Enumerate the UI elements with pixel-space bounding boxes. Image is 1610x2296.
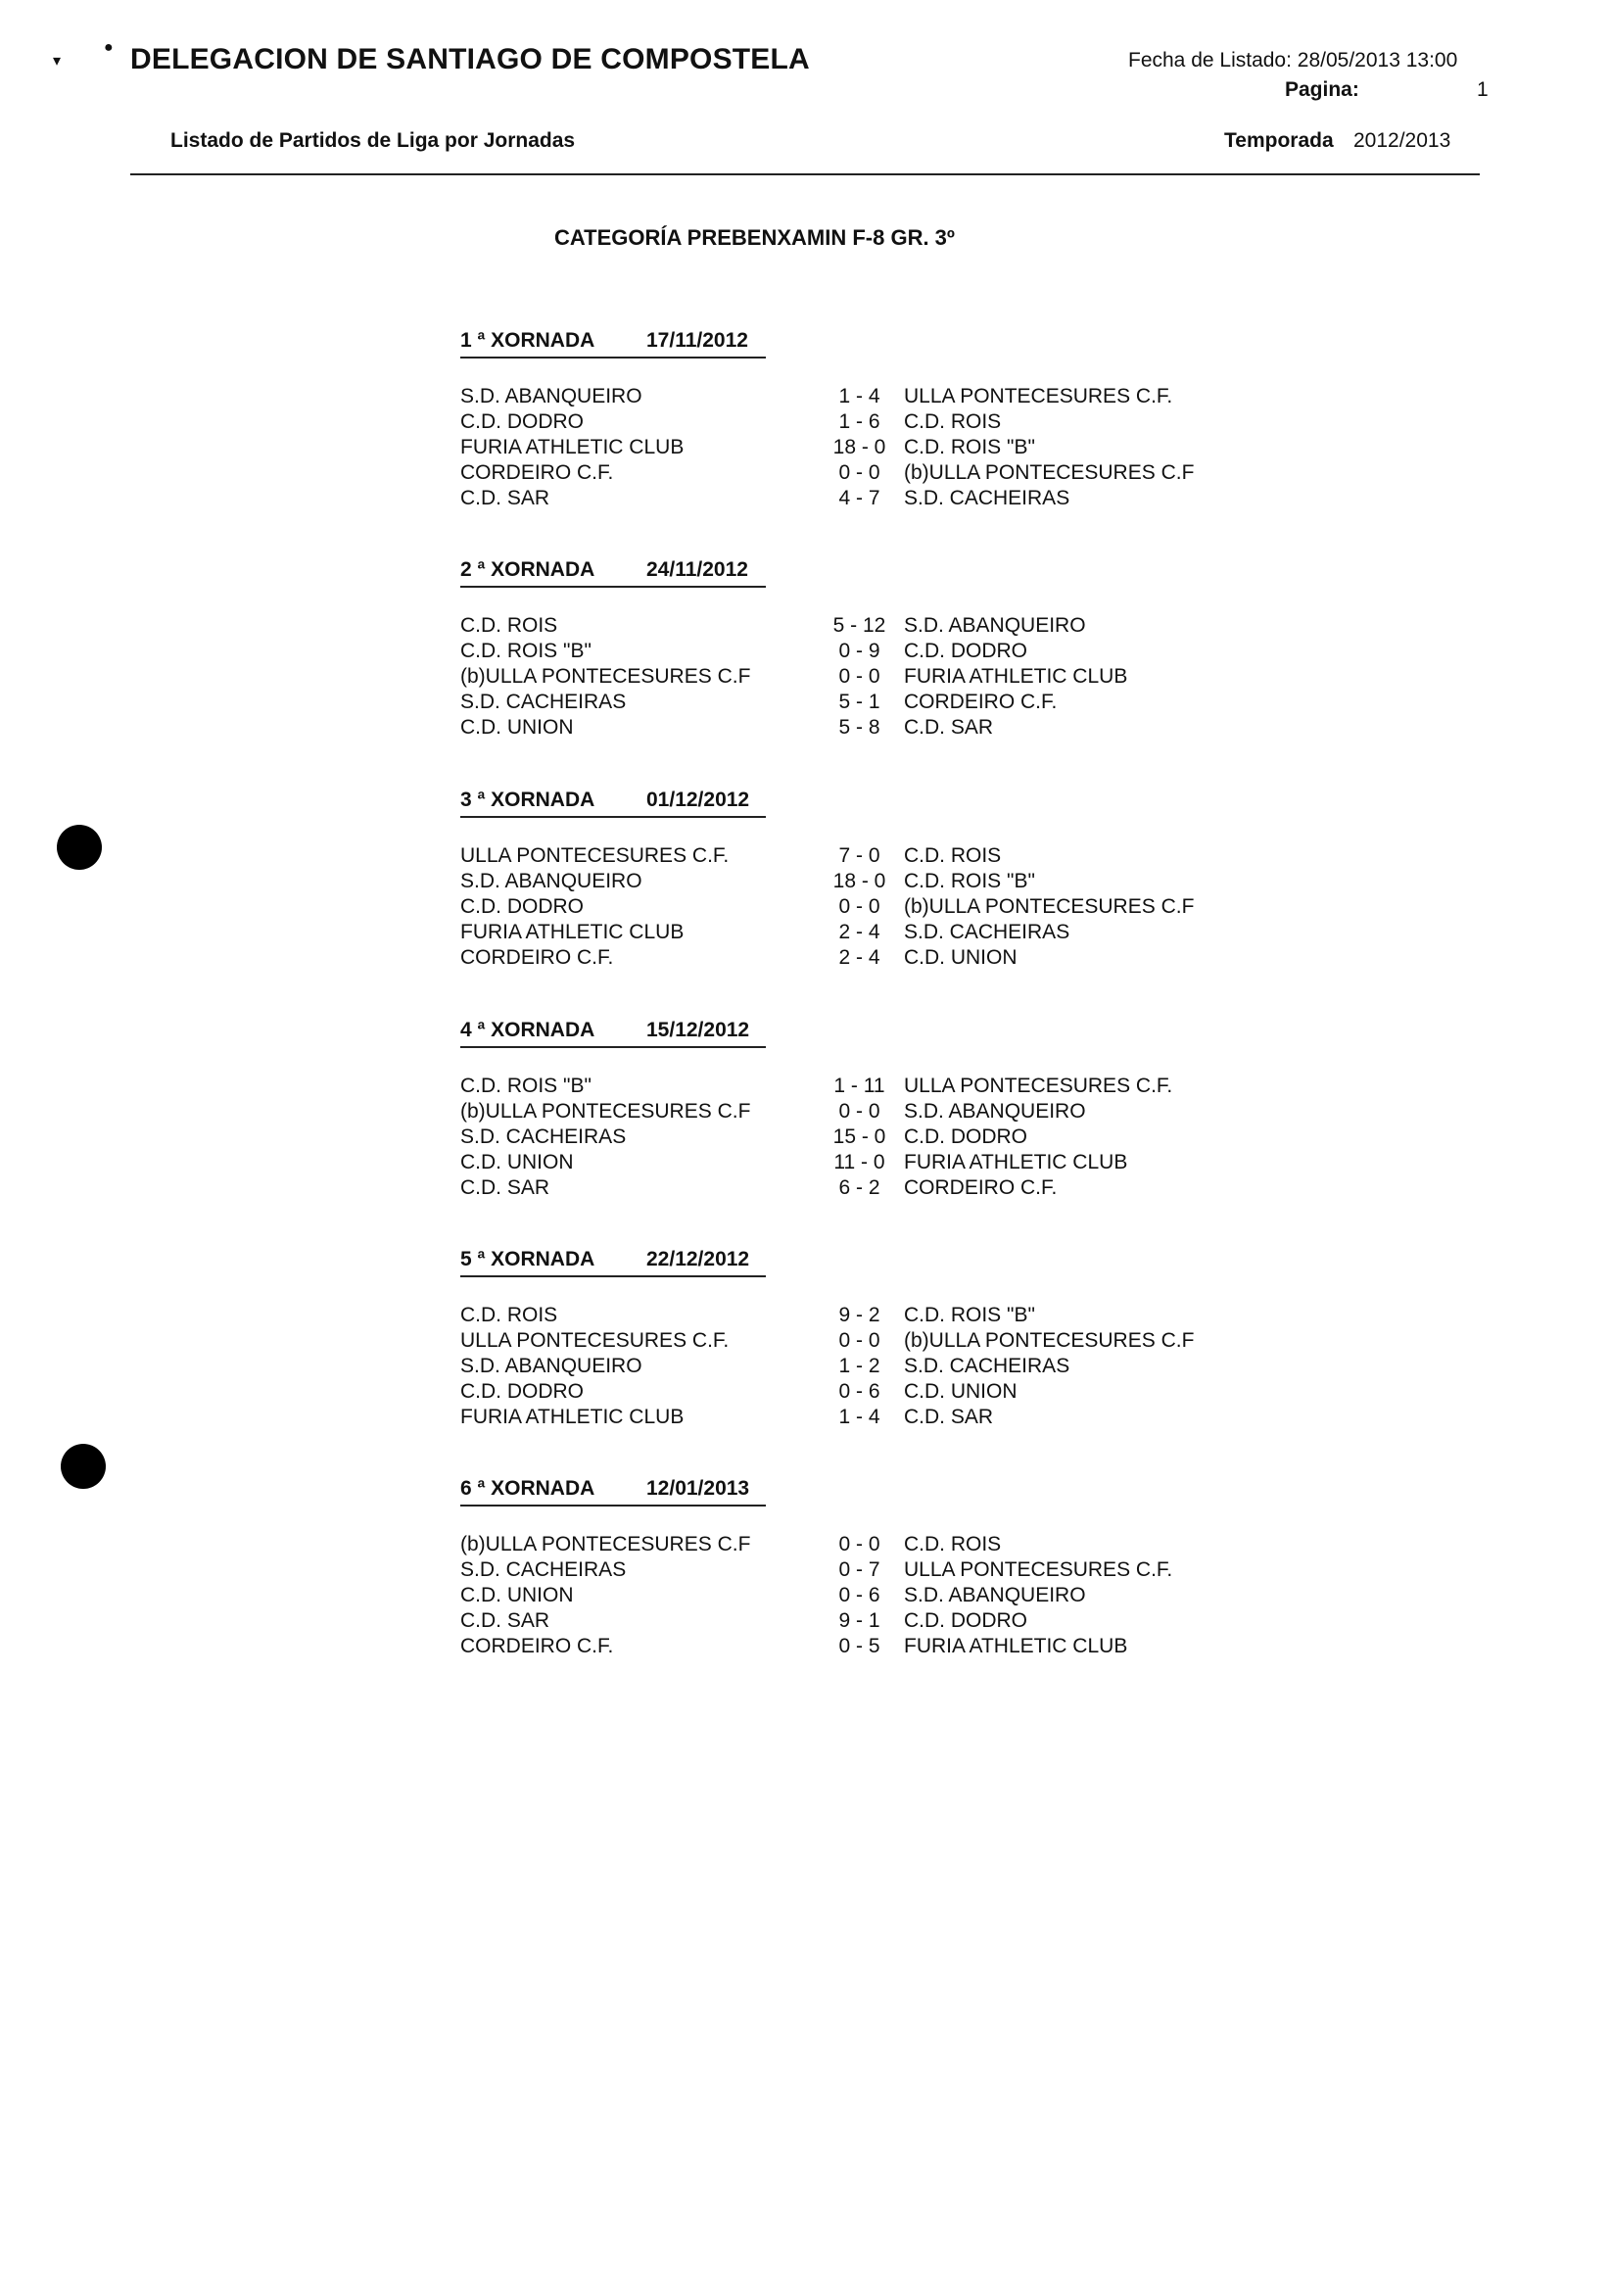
away-team: ULLA PONTECESURES C.F. xyxy=(904,385,1173,407)
away-team: FURIA ATHLETIC CLUB xyxy=(904,1635,1128,1657)
round-date: 12/01/2013 xyxy=(646,1477,750,1500)
home-team: S.D. CACHEIRAS xyxy=(460,1125,627,1148)
home-team: (b)ULLA PONTECESURES C.F xyxy=(460,665,751,688)
match-row xyxy=(460,613,1224,639)
match-row xyxy=(460,1150,1224,1175)
match-score: 0 - 0 xyxy=(838,1533,880,1555)
match-row xyxy=(460,384,1224,409)
round-label: 3 ª XORNADA xyxy=(460,789,595,811)
match-row xyxy=(460,1175,1224,1201)
home-team: S.D. ABANQUEIRO xyxy=(460,385,642,407)
home-team: C.D. ROIS xyxy=(460,1304,558,1326)
match-list xyxy=(460,384,1224,511)
match-score: 0 - 6 xyxy=(838,1584,880,1606)
document-title: DELEGACION DE SANTIAGO DE COMPOSTELA xyxy=(130,43,810,75)
match-row xyxy=(460,1303,1224,1328)
match-score: 9 - 1 xyxy=(838,1609,880,1632)
match-score: 0 - 0 xyxy=(838,1100,880,1123)
listing-date: Fecha de Listado: 28/05/2013 13:00 xyxy=(1128,49,1458,72)
match-row xyxy=(460,460,1224,486)
away-team: ULLA PONTECESURES C.F. xyxy=(904,1558,1173,1581)
round-date: 01/12/2012 xyxy=(646,789,750,811)
match-row xyxy=(460,869,1224,894)
home-team: C.D. DODRO xyxy=(460,410,584,433)
home-team: CORDEIRO C.F. xyxy=(460,461,614,484)
match-score: 2 - 4 xyxy=(838,946,880,969)
home-team: CORDEIRO C.F. xyxy=(460,946,614,969)
home-team: ULLA PONTECESURES C.F. xyxy=(460,1329,730,1352)
away-team: C.D. UNION xyxy=(904,946,1018,969)
round-label: 5 ª XORNADA xyxy=(460,1248,595,1270)
match-score: 18 - 0 xyxy=(832,436,886,458)
match-row xyxy=(460,664,1224,690)
round-label: 6 ª XORNADA xyxy=(460,1477,595,1500)
home-team: C.D. ROIS "B" xyxy=(460,640,592,662)
match-score: 0 - 6 xyxy=(838,1380,880,1403)
match-row xyxy=(460,435,1224,460)
match-row xyxy=(460,715,1224,741)
away-team: S.D. CACHEIRAS xyxy=(904,921,1070,943)
match-row xyxy=(460,1634,1224,1659)
match-score: 1 - 4 xyxy=(838,1406,880,1428)
match-list xyxy=(460,843,1224,971)
match-score: 5 - 1 xyxy=(838,691,880,713)
home-team: (b)ULLA PONTECESURES C.F xyxy=(460,1100,751,1123)
page-label: Pagina: xyxy=(1285,78,1359,101)
match-row xyxy=(460,1557,1224,1583)
away-team: (b)ULLA PONTECESURES C.F xyxy=(904,1329,1195,1352)
match-row xyxy=(460,486,1224,511)
match-row xyxy=(460,843,1224,869)
match-score: 1 - 4 xyxy=(838,385,880,407)
round-label: 1 ª XORNADA xyxy=(460,329,595,352)
away-team: C.D. ROIS xyxy=(904,1533,1002,1555)
home-team: C.D. DODRO xyxy=(460,895,584,918)
match-score: 0 - 0 xyxy=(838,665,880,688)
scan-mark: ▾ xyxy=(53,53,62,70)
header-divider xyxy=(130,173,1480,175)
away-team: C.D. SAR xyxy=(904,1406,994,1428)
away-team: S.D. ABANQUEIRO xyxy=(904,1584,1086,1606)
page-number: 1 xyxy=(1477,78,1489,101)
away-team: C.D. DODRO xyxy=(904,640,1027,662)
home-team: C.D. UNION xyxy=(460,1584,574,1606)
round-section xyxy=(460,556,1224,741)
home-team: S.D. CACHEIRAS xyxy=(460,691,627,713)
round-header xyxy=(460,1475,766,1507)
match-list xyxy=(460,1074,1224,1201)
match-score: 18 - 0 xyxy=(832,870,886,892)
match-score: 0 - 5 xyxy=(838,1635,880,1657)
punch-hole xyxy=(61,1444,106,1489)
round-label: 4 ª XORNADA xyxy=(460,1019,595,1041)
round-section xyxy=(460,1475,1224,1659)
away-team: FURIA ATHLETIC CLUB xyxy=(904,1151,1128,1173)
away-team: S.D. ABANQUEIRO xyxy=(904,614,1086,637)
home-team: S.D. ABANQUEIRO xyxy=(460,1355,642,1377)
match-score: 0 - 9 xyxy=(838,640,880,662)
match-score: 2 - 4 xyxy=(838,921,880,943)
match-score: 0 - 0 xyxy=(838,895,880,918)
away-team: FURIA ATHLETIC CLUB xyxy=(904,665,1128,688)
match-row xyxy=(460,1608,1224,1634)
match-row xyxy=(460,1405,1224,1430)
round-date: 17/11/2012 xyxy=(646,329,748,352)
away-team: S.D. CACHEIRAS xyxy=(904,1355,1070,1377)
round-section xyxy=(460,1017,1224,1201)
match-list xyxy=(460,613,1224,741)
match-score: 5 - 8 xyxy=(838,716,880,739)
away-team: CORDEIRO C.F. xyxy=(904,1176,1058,1199)
round-label: 2 ª XORNADA xyxy=(460,558,595,581)
round-header xyxy=(460,787,766,818)
match-row xyxy=(460,1124,1224,1150)
away-team: S.D. ABANQUEIRO xyxy=(904,1100,1086,1123)
away-team: C.D. SAR xyxy=(904,716,994,739)
away-team: C.D. ROIS "B" xyxy=(904,1304,1035,1326)
home-team: FURIA ATHLETIC CLUB xyxy=(460,921,685,943)
round-date: 22/12/2012 xyxy=(646,1248,750,1270)
match-score: 0 - 0 xyxy=(838,461,880,484)
match-score: 5 - 12 xyxy=(832,614,886,637)
category-title: CATEGORÍA PREBENXAMIN F-8 GR. 3º xyxy=(554,225,955,250)
round-header xyxy=(460,556,766,588)
away-team: C.D. ROIS "B" xyxy=(904,870,1035,892)
round-header xyxy=(460,1246,766,1277)
match-score: 1 - 6 xyxy=(838,410,880,433)
round-section xyxy=(460,327,1224,511)
away-team: C.D. UNION xyxy=(904,1380,1018,1403)
home-team: S.D. ABANQUEIRO xyxy=(460,870,642,892)
match-row xyxy=(460,1379,1224,1405)
away-team: C.D. DODRO xyxy=(904,1609,1027,1632)
home-team: C.D. SAR xyxy=(460,1176,550,1199)
home-team: CORDEIRO C.F. xyxy=(460,1635,614,1657)
match-score: 4 - 7 xyxy=(838,487,880,509)
round-date: 24/11/2012 xyxy=(646,558,748,581)
home-team: FURIA ATHLETIC CLUB xyxy=(460,1406,685,1428)
match-row xyxy=(460,409,1224,435)
home-team: (b)ULLA PONTECESURES C.F xyxy=(460,1533,751,1555)
season-value: 2012/2013 xyxy=(1353,129,1451,152)
home-team: C.D. SAR xyxy=(460,1609,550,1632)
home-team: C.D. SAR xyxy=(460,487,550,509)
punch-hole xyxy=(57,825,102,870)
round-header xyxy=(460,327,766,359)
match-score: 11 - 0 xyxy=(833,1151,885,1173)
match-row xyxy=(460,690,1224,715)
match-score: 6 - 2 xyxy=(838,1176,880,1199)
home-team: ULLA PONTECESURES C.F. xyxy=(460,844,730,867)
away-team: C.D. ROIS "B" xyxy=(904,436,1035,458)
away-team: C.D. ROIS xyxy=(904,844,1002,867)
match-row xyxy=(460,920,1224,945)
round-date: 15/12/2012 xyxy=(646,1019,750,1041)
match-row xyxy=(460,894,1224,920)
home-team: C.D. ROIS "B" xyxy=(460,1075,592,1097)
away-team: (b)ULLA PONTECESURES C.F xyxy=(904,461,1195,484)
season-label: Temporada xyxy=(1224,129,1334,152)
document-subtitle: Listado de Partidos de Liga por Jornadas xyxy=(170,129,576,152)
match-row xyxy=(460,639,1224,664)
match-score: 15 - 0 xyxy=(832,1125,886,1148)
match-list xyxy=(460,1303,1224,1430)
away-team: C.D. DODRO xyxy=(904,1125,1027,1148)
home-team: S.D. CACHEIRAS xyxy=(460,1558,627,1581)
match-score: 1 - 2 xyxy=(838,1355,880,1377)
round-section xyxy=(460,787,1224,971)
away-team: (b)ULLA PONTECESURES C.F xyxy=(904,895,1195,918)
home-team: FURIA ATHLETIC CLUB xyxy=(460,436,685,458)
away-team: S.D. CACHEIRAS xyxy=(904,487,1070,509)
match-score: 9 - 2 xyxy=(838,1304,880,1326)
scan-dot: ● xyxy=(104,39,114,56)
away-team: CORDEIRO C.F. xyxy=(904,691,1058,713)
round-header xyxy=(460,1017,766,1048)
away-team: C.D. ROIS xyxy=(904,410,1002,433)
match-row xyxy=(460,1354,1224,1379)
home-team: C.D. UNION xyxy=(460,716,574,739)
match-row xyxy=(460,1099,1224,1124)
match-score: 7 - 0 xyxy=(838,844,880,867)
match-score: 0 - 0 xyxy=(838,1329,880,1352)
match-row xyxy=(460,1328,1224,1354)
round-section xyxy=(460,1246,1224,1430)
match-score: 0 - 7 xyxy=(838,1558,880,1581)
match-row xyxy=(460,1074,1224,1099)
match-row xyxy=(460,1583,1224,1608)
home-team: C.D. ROIS xyxy=(460,614,558,637)
match-list xyxy=(460,1532,1224,1659)
match-row xyxy=(460,945,1224,971)
home-team: C.D. DODRO xyxy=(460,1380,584,1403)
home-team: C.D. UNION xyxy=(460,1151,574,1173)
match-row xyxy=(460,1532,1224,1557)
match-score: 1 - 11 xyxy=(833,1075,885,1097)
away-team: ULLA PONTECESURES C.F. xyxy=(904,1075,1173,1097)
